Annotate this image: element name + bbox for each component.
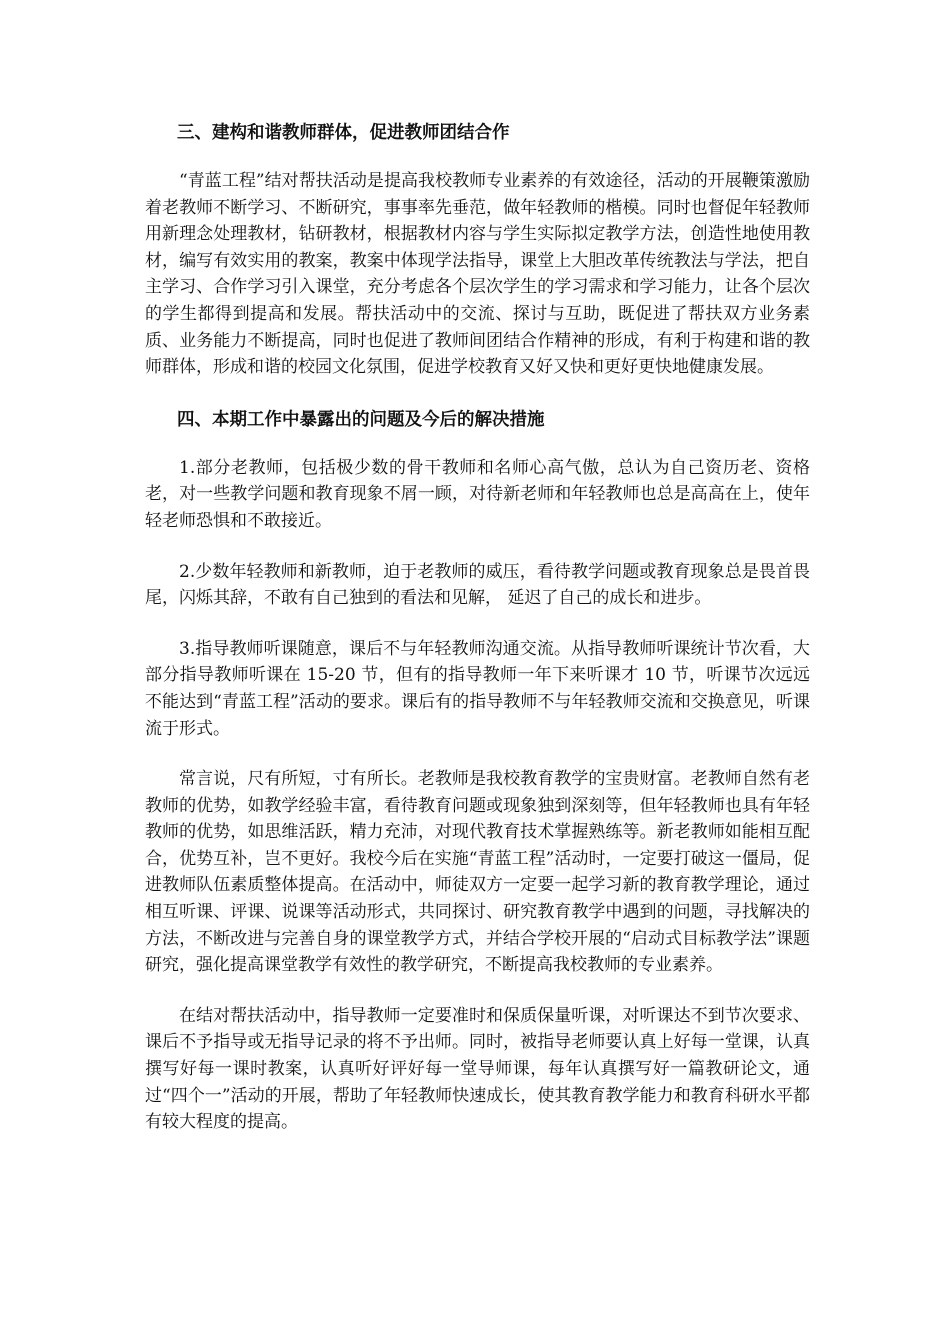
section-4-paragraph-4: 常言说，尺有所短，寸有所长。老教师是我校教育教学的宝贵财富。老教师自然有老教师的优势，如教学经验丰富，看待教育问题或现象独到深刻等，但年轻教师也具有年轻教师的优势，如思维活跃，精力充沛，对现代教育技术掌握熟练等。新老教师如能相互配合，优势互补，岂不更好。我校今后在实施“青蓝工程”活动时，一定要打破这一僵局，促进教师队伍素质整体提高。在活动中，师徒双方一定要一起学习新的教育教学理论，通过相互听课、评课、说课等活动形式，共同探讨、研究教育教学中遇到的问题，寻找解决的方法，不断改进与完善自身的课堂教学方式，并结合学校开展的“启动式目标教学法”课题研究，强化提高课堂教学有效性的教学研究，不断提高我校教师的专业素养。: [145, 769, 810, 976]
section-4-paragraph-3: 3.指导教师听课随意，课后不与年轻教师沟通交流。从指导教师听课统计节次看，大部分指导教师听课在 15-20 节，但有的指导教师一年下来听课才 10 节，听课节次远远不能达到“青蓝工程”活动的要求。课后有的指导教师不与年轻教师交流和交换意见，听课流于形式。: [145, 638, 810, 739]
section-3-heading: 三、建构和谐教师群体，促进教师团结合作: [177, 123, 510, 143]
section-4-paragraph-5: 在结对帮扶活动中，指导教师一定要准时和保质保量听课，对听课达不到节次要求、课后不予指导或无指导记录的将不予出师。同时，被指导老师要认真上好每一堂课，认真撰写好每一课时教案，认真听好评好每一堂导师课，每年认真撰写好一篇教研论文，通过“四个一”活动的开展，帮助了年轻教师快速成长，使其教育教学能力和教育科研水平都有较大程度的提高。: [145, 1005, 810, 1133]
section-4-paragraph-2: 2.少数年轻教师和新教师，迫于老教师的威压，看待教学问题或教育现象总是畏首畏尾，闪烁其辞，不敢有自己独到的看法和见解， 延迟了自己的成长和进步。: [145, 561, 810, 609]
document-page: [145, 118, 810, 1160]
section-3-paragraph-1: “青蓝工程”结对帮扶活动是提高我校教师专业素养的有效途径，活动的开展鞭策激励着老教师不断学习、不断研究，事事率先垂范，做年轻教师的楷模。同时也督促年轻教师用新理念处理教材，钻研教材，根据教材内容与学生实际拟定教学方法，创造性地使用教材，编写有效实用的教案，教案中体现学法指导，课堂上大胆改革传统教法与学法，把自主学习、合作学习引入课堂，充分考虑各个层次学生的学习需求和学习能力，让各个层次的学生都得到提高和发展。帮扶活动中的交流、探讨与互助，既促进了帮扶双方业务素质、业务能力不断提高，同时也促进了教师间团结合作精神的形成，有利于构建和谐的教师群体，形成和谐的校园文化氛围，促进学校教育又好又快和更好更快地健康发展。: [145, 171, 810, 378]
section-4-heading: 四、本期工作中暴露出的问题及今后的解决措施: [177, 409, 545, 430]
section-4-paragraph-1: 1.部分老教师，包括极少数的骨干教师和名师心高气傲，总认为自己资历老、资格老，对一些教学问题和教育现象不屑一顾，对待新老师和年轻教师也总是高高在上，使年轻老师恐惧和不敢接近。: [145, 457, 810, 531]
